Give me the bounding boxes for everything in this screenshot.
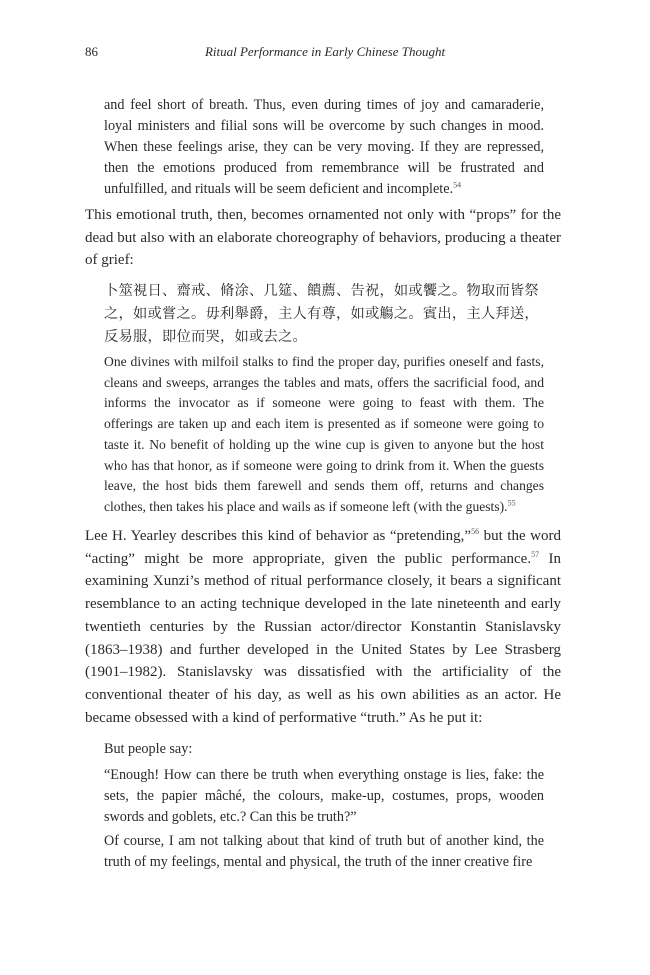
chinese-original-quote: 卜筮視日、齋戒、脩涂、几筵、饋薦、告祝，如或饗之。物取而皆祭之，如或嘗之。毋利舉爵，主人有尊，如或觴之。賓出，主人拜送，反易服，即位而哭，如或去之。 bbox=[104, 283, 539, 345]
running-title: Ritual Performance in Early Chinese Thought bbox=[204, 44, 446, 59]
paragraph-emotional-truth: This emotional truth, then, becomes ornamented not only with “props” for the dead but also with an elaborate choreography of behaviors, producing a theater of grief: bbox=[85, 207, 561, 269]
footnote-marker: 54 bbox=[453, 180, 462, 190]
page-header bbox=[85, 44, 565, 66]
block-quote-text: and feel short of breath. Thus, even during times of joy and camaraderie, loyal ministers and filial sons will be overcome by such changes in mood. When these feelings arise, they can be very moving. If they are repressed, then the emotions produced from remembrance will be frustrated and unfulfilled, and rituals will be seem deficient and incomplete. bbox=[104, 97, 544, 197]
block-quote-truth: Of course, I am not talking about that kind of truth but of another kind, the truth of my feelings, mental and physical, the truth of the inner creative fire bbox=[104, 833, 544, 870]
footnote-marker: 56 bbox=[471, 527, 480, 536]
page-number: 86 bbox=[85, 44, 98, 59]
block-quote-stanislavsky: “Enough! How can there be truth when everything onstage is lies, fake: the sets, the papier mâché, the colours, make-up, costumes, props, wooden swords and goblets, etc.? Can this be truth?” bbox=[104, 767, 544, 825]
block-quote-intro: But people say: bbox=[104, 741, 193, 757]
footnote-marker: 55 bbox=[507, 498, 516, 508]
footnote-marker: 57 bbox=[531, 549, 540, 559]
paragraph-stanislavsky bbox=[85, 525, 561, 729]
paragraph-text: but the word “acting” might be more appropriate, given the public performance. bbox=[85, 528, 561, 567]
paragraph-text: In examining Xunzi’s method of ritual performance closely, it bears a significant resemblance to an acting technique developed in the late nineteenth and early twentieth centuries by the Russian actor/director Konstantin Stanislavsky (1863–1938) and further developed in the United States by Lee Strasberg (1901–1982). Stanislavsky was dissatisfied with the artificiality of the conventional theater of his day, as well as his own abilities as an actor. He became obsessed with a kind of performative “truth.” As he put it: bbox=[85, 550, 561, 726]
paragraph-text: Lee H. Yearley describes this kind of behavior as “pretending,” bbox=[85, 528, 472, 544]
block-quote-text: One divines with milfoil stalks to find the proper day, purifies oneself and fasts, cleans and sweeps, arranges the tables and mats, offers the sacrificial food, and informs the invocator as if someone were going to feast with them. The offerings are taken up and each item is presented as if someone were going to taste it. No benefit of holding up the wine cup is given to anyone but the host who has that honor, as if someone were going to drink from it. When the guests leave, the host bids them farewell and sends them off, returns and changes clothes, then takes his place and wails as if someone left (with the guests). bbox=[104, 354, 544, 514]
block-quote-remembrance bbox=[104, 95, 544, 200]
block-quote-translation bbox=[104, 352, 544, 518]
